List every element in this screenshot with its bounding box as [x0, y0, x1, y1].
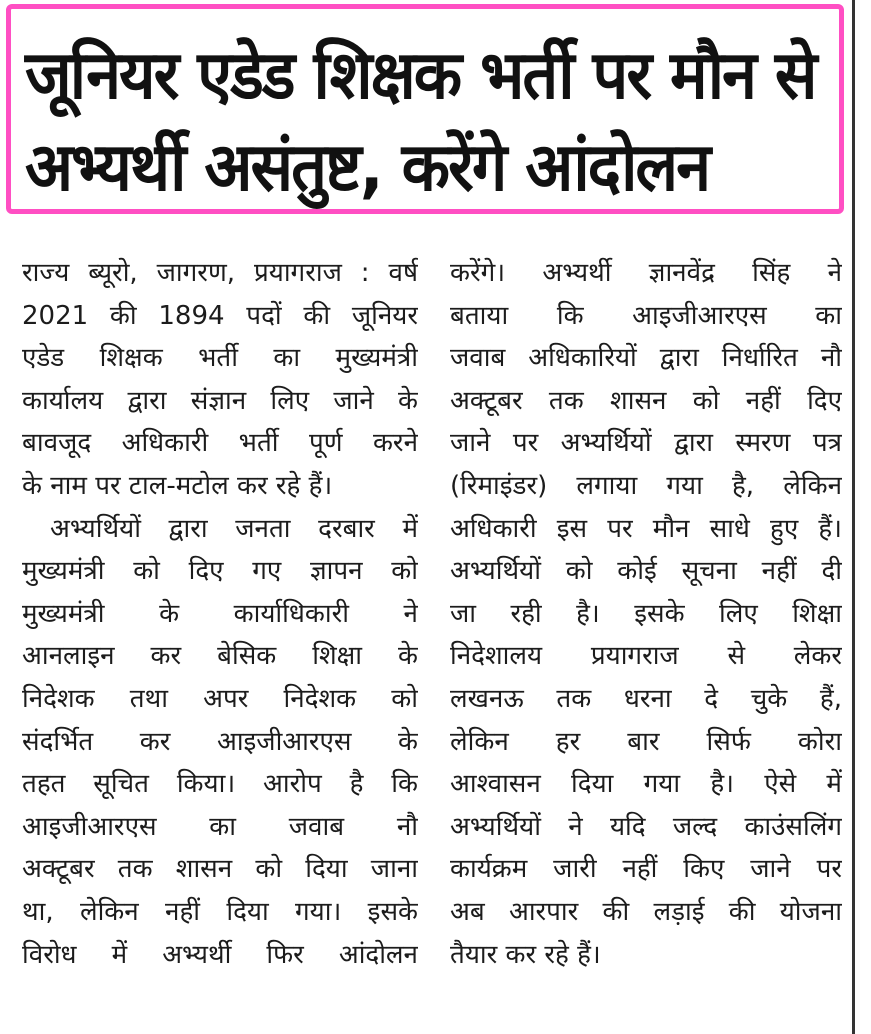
- text-line: लेकिन हर बार सिर्फ कोरा: [450, 726, 842, 757]
- text-line: था, लेकिन नहीं दिया गया। इसके: [22, 896, 418, 927]
- text-line: कार्यालय द्वारा संज्ञान लिए जाने के: [22, 385, 418, 416]
- text-line: आनलाइन कर बेसिक शिक्षा के: [22, 641, 418, 672]
- text-line: मुख्यमंत्री के कार्याधिकारी ने: [22, 598, 418, 629]
- text-line: मुख्यमंत्री को दिए गए ज्ञापन को: [22, 556, 418, 587]
- text-line: अब आरपार की लड़ाई की योजना: [450, 896, 842, 927]
- text-line: राज्य ब्यूरो, जागरण, प्रयागराज : वर्ष: [22, 258, 418, 288]
- text-line: बावजूद अधिकारी भर्ती पूर्ण करने: [22, 428, 418, 459]
- headline-box: [6, 4, 844, 214]
- text-line: के नाम पर टाल-मटोल कर रहे हैं।: [22, 470, 333, 501]
- text-line: अभ्यर्थियों द्वारा जनता दरबार में: [50, 513, 418, 544]
- text-line: अभ्यर्थियों को कोई सूचना नहीं दी: [450, 556, 842, 587]
- text-line: आश्वासन दिया गया है। ऐसे में: [450, 769, 842, 800]
- text-line: करेंगे। अभ्यर्थी ज्ञानवेंद्र सिंह ने: [450, 258, 842, 288]
- text-line: 2021 की 1894 पदों की जूनियर: [22, 300, 418, 331]
- article-column-right: [450, 252, 842, 976]
- text-line: आइजीआरएस का जवाब नौ: [22, 811, 418, 842]
- article-column-left: [22, 252, 418, 976]
- text-line: जा रही है। इसके लिए शिक्षा: [450, 598, 842, 629]
- text-line: अक्टूबर तक शासन को दिया जाना: [22, 854, 418, 885]
- text-line: लखनऊ तक धरना दे चुके हैं,: [450, 683, 842, 714]
- text-line: एडेड शिक्षक भर्ती का मुख्यमंत्री: [22, 343, 418, 374]
- column-rule: [852, 0, 855, 1034]
- text-line: बताया कि आइजीआरएस का: [450, 300, 842, 331]
- text-line: (रिमाइंडर) लगाया गया है, लेकिन: [450, 470, 842, 501]
- text-line: जाने पर अभ्यर्थियों द्वारा स्मरण पत्र: [450, 428, 842, 459]
- text-line: जवाब अधिकारियों द्वारा निर्धारित नौ: [450, 343, 842, 374]
- text-line: निदेशालय प्रयागराज से लेकर: [450, 641, 842, 672]
- text-line: अभ्यर्थियों ने यदि जल्द काउंसलिंग: [450, 811, 842, 842]
- text-line: कार्यक्रम जारी नहीं किए जाने पर: [450, 854, 842, 885]
- text-line: निदेशक तथा अपर निदेशक को: [22, 683, 418, 714]
- headline-line-2: अभ्यर्थी असंतुष्ट, करेंगे आंदोलन: [25, 128, 710, 206]
- text-line: तैयार कर रहे हैं।: [450, 939, 601, 970]
- text-line: अक्टूबर तक शासन को नहीं दिए: [450, 385, 842, 416]
- text-line: संदर्भित कर आइजीआरएस के: [22, 726, 418, 757]
- headline-line-1: जूनियर एडेड शिक्षक भर्ती पर मौन से: [25, 36, 816, 114]
- text-line: अधिकारी इस पर मौन साधे हुए हैं।: [450, 513, 842, 544]
- text-line: विरोध में अभ्यर्थी फिर आंदोलन: [22, 939, 418, 970]
- text-line: तहत सूचित किया। आरोप है कि: [22, 769, 418, 800]
